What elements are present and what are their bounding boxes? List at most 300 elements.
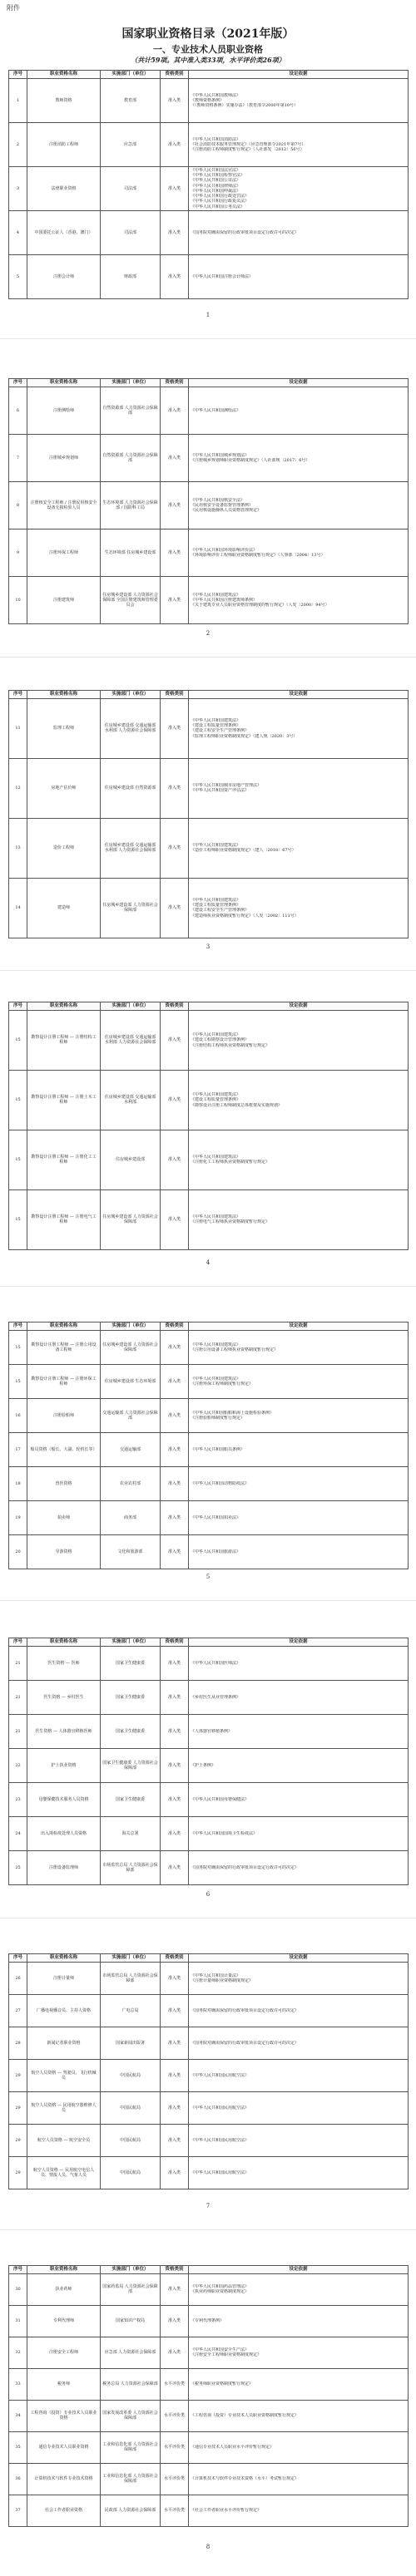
- header-basis: 设定依据: [189, 1322, 409, 1331]
- header-type: 资格类别: [161, 1638, 189, 1647]
- legal-basis: [189, 1398, 409, 1432]
- qualification-type: 准入类: [161, 78, 189, 122]
- legal-basis: [189, 1189, 409, 1249]
- legal-basis-line: 《建设工程质量管理条例》: [191, 903, 241, 909]
- row-number: 5: [9, 254, 27, 298]
- row-number: 10: [9, 576, 27, 623]
- row-number: 13: [9, 818, 27, 878]
- implementing-department: 住房城乡建设部 人力资源社会保障部: [101, 1189, 161, 1249]
- row-number: 21: [9, 1680, 27, 1714]
- qualification-type: 准入类: [161, 1432, 189, 1466]
- legal-basis: [189, 1850, 409, 1884]
- legal-basis-line: 《中华人民共和国建筑法》: [191, 1092, 241, 1097]
- legal-basis-line: 《国务院对确需保留的行政审批项目设定行政许可的决定》: [191, 2040, 300, 2046]
- table-row: [9, 1330, 409, 1364]
- qualification-name: 建造师: [27, 878, 101, 938]
- legal-basis-line: 《中华人民共和国民用航空法》: [191, 2170, 250, 2175]
- legal-basis-line: 《中华人民共和国建筑法》: [191, 1155, 241, 1160]
- row-number: 29: [9, 2156, 27, 2189]
- attachment-label: 附件: [7, 4, 20, 12]
- qualification-name: 医生资格 — 医师: [27, 1646, 101, 1680]
- implementing-department: 教育部: [101, 78, 161, 122]
- table-row: [9, 2059, 409, 2091]
- page-divider: [0, 338, 416, 339]
- table-row: [9, 2368, 409, 2400]
- legal-basis: [189, 254, 409, 298]
- row-number: 19: [9, 1500, 27, 1534]
- qualification-name: 广播电视播音员、主持人资格: [27, 1994, 101, 2027]
- legal-basis: [189, 1466, 409, 1500]
- legal-basis: [189, 1010, 409, 1070]
- header-type: 资格类别: [161, 379, 189, 387]
- legal-basis-line: 《中华人民共和国医师法》: [191, 1660, 241, 1666]
- qualification-name: 注册环保工程师: [27, 529, 101, 576]
- qualification-name: 注册安全工程师: [27, 2337, 101, 2368]
- legal-basis: [189, 122, 409, 166]
- qualification-type: 准入类: [161, 1714, 189, 1748]
- implementing-department: 住房城乡建设部 交通运输部 水利部 人力资源社会保障部: [101, 1010, 161, 1070]
- header-type: 资格类别: [161, 2266, 189, 2274]
- legal-basis: [189, 1432, 409, 1466]
- legal-basis: [189, 2495, 409, 2526]
- table-page: [8, 1638, 408, 1885]
- legal-basis: [189, 1748, 409, 1782]
- legal-basis: [189, 2124, 409, 2156]
- legal-basis: [189, 818, 409, 878]
- row-number: 6: [9, 387, 27, 434]
- legal-basis-line: 《中华人民共和国民用航空法》: [191, 2137, 250, 2143]
- qualification-name: 护士执业资格: [27, 1748, 101, 1782]
- implementing-department: 国家药监局 人力资源社会保障部: [101, 2273, 161, 2305]
- qualification-type: 准入类: [161, 434, 189, 481]
- legal-basis-line: 《建设工程勘察设计管理条例》: [191, 1037, 250, 1043]
- table-header-row: [9, 2266, 409, 2274]
- legal-basis-line: 《中华人民共和国建筑法》: [191, 717, 241, 723]
- legal-basis-line: 《中华人民共和国教师法》: [191, 92, 241, 98]
- header-basis: 设定依据: [189, 71, 409, 79]
- table-page: [8, 690, 408, 938]
- qualification-type: 水平评价类: [161, 2431, 189, 2463]
- qualification-name: 勘察设计注册工程师 — 注册环保工程师: [27, 1364, 101, 1398]
- qualification-type: 准入类: [161, 122, 189, 166]
- page-divider: [0, 970, 416, 971]
- table-row: [9, 2400, 409, 2431]
- legal-basis-line: 《中华人民共和国建筑法》: [191, 1214, 241, 1220]
- legal-basis-line: 《中华人民共和国检察官法》: [191, 173, 245, 179]
- table-page: [8, 1002, 408, 1250]
- table-row: [9, 78, 409, 122]
- legal-basis: [189, 1070, 409, 1130]
- table-row: [9, 2495, 409, 2526]
- legal-basis-line: 《中华人民共和国城乡规划法》: [191, 452, 250, 458]
- header-no: 序号: [9, 1002, 27, 1011]
- legal-basis-line: 《中华人民共和国仲裁法》: [191, 188, 241, 194]
- qualification-name: 监理工程师: [27, 698, 101, 758]
- row-number: 14: [9, 878, 27, 938]
- table-row: [9, 1714, 409, 1748]
- legal-basis-line: 《乡村医生从业管理条例》: [191, 1694, 241, 1700]
- legal-basis-line: 《中华人民共和国计量法》: [191, 1973, 241, 1978]
- row-number: 3: [9, 166, 27, 210]
- implementing-department: 住房城乡建设部 交通运输部 水利部 人力资源社会保障部: [101, 698, 161, 758]
- legal-basis-line: 《中华人民共和国建筑法》: [191, 592, 241, 598]
- implementing-department: 生态环境部 住房城乡建设部: [101, 529, 161, 576]
- legal-basis-line: 《注册公用设备工程师执业资格制度暂行规定》: [191, 1347, 279, 1352]
- implementing-department: 生态环境部 人力资源社会保障部 / 国防科工局: [101, 481, 161, 529]
- page-divider: [0, 2229, 416, 2230]
- qualification-name: 兽医资格: [27, 1466, 101, 1500]
- table-row: [9, 2091, 409, 2124]
- legal-basis: [189, 1782, 409, 1816]
- legal-basis-line: 《中华人民共和国环境影响评价法》: [191, 547, 258, 553]
- qualification-type: 准入类: [161, 1364, 189, 1398]
- row-number: 8: [9, 481, 27, 529]
- legal-basis: [189, 2273, 409, 2305]
- legal-basis-line: 《中华人民共和国公证法》: [191, 178, 241, 184]
- qualification-type: 准入类: [161, 1782, 189, 1816]
- row-number: 33: [9, 2368, 27, 2400]
- table-row: [9, 2337, 409, 2368]
- table-header-row: [9, 1638, 409, 1647]
- header-no: 序号: [9, 1954, 27, 1963]
- legal-basis-line: 《中华人民共和国行政复议法》: [191, 199, 250, 204]
- implementing-department: 司法部: [101, 166, 161, 210]
- table-row: [9, 1816, 409, 1850]
- row-number: 2: [9, 122, 27, 166]
- table-page: [8, 378, 408, 624]
- qualification-type: 准入类: [161, 1130, 189, 1189]
- row-number: 1: [9, 78, 27, 122]
- implementing-department: 商务部: [101, 1500, 161, 1534]
- implementing-department: 交通运输部 人力资源社会保障部: [101, 1398, 161, 1432]
- qualification-name: 计算机技术与软件专业技术资格: [27, 2463, 101, 2495]
- legal-basis: [189, 481, 409, 529]
- legal-basis: [189, 2368, 409, 2400]
- qualification-name: 医生资格 — 乡村医生: [27, 1680, 101, 1714]
- legal-basis-line: 《中华人民共和国公务员法》: [191, 204, 245, 209]
- row-number: 34: [9, 2400, 27, 2431]
- page-number: 1: [206, 312, 210, 318]
- table-row: [9, 818, 409, 878]
- qualification-type: 准入类: [161, 1189, 189, 1249]
- qualification-name: 注册会计师: [27, 254, 101, 298]
- table-row: [9, 1398, 409, 1432]
- legal-basis-line: 《社会工作者职业水平评价暂行规定》: [191, 2508, 262, 2514]
- table-header-row: [9, 71, 409, 79]
- qualification-name: 航空人员资格 — 航空安全员: [27, 2124, 101, 2156]
- legal-basis: [189, 1962, 409, 1994]
- qualification-name: 勘察设计注册工程师 — 注册电气工程师: [27, 1189, 101, 1249]
- header-type: 资格类别: [161, 1002, 189, 1011]
- row-number: 21: [9, 1646, 27, 1680]
- table-row: [9, 698, 409, 758]
- qualification-type: 准入类: [161, 2337, 189, 2368]
- legal-basis: [189, 1534, 409, 1569]
- implementing-department: 应急部 人力资源社会保障部: [101, 2337, 161, 2368]
- qualification-type: 水平评价类: [161, 2495, 189, 2526]
- header-name: 职业资格名称: [27, 1322, 101, 1331]
- table-page: [8, 2265, 408, 2527]
- header-type: 资格类别: [161, 1322, 189, 1331]
- qualification-name: 新闻记者职业资格: [27, 2027, 101, 2059]
- qualification-table: [8, 1953, 409, 2189]
- legal-basis-line: 《中华人民共和国安全生产法》: [191, 2347, 250, 2353]
- table-row: [9, 1130, 409, 1189]
- header-no: 序号: [9, 2266, 27, 2274]
- qualification-table: [8, 70, 409, 299]
- legal-basis-line: 《通信专业技术人员职业水平评价暂行规定》: [191, 2445, 275, 2450]
- table-row: [9, 387, 409, 434]
- table-header-row: [9, 1002, 409, 1011]
- implementing-department: 广电总局: [101, 1994, 161, 2027]
- legal-basis-line: 《注册化工工程师执业资格制度暂行规定》: [191, 1160, 270, 1165]
- legal-basis-line: 《中华人民共和国消防法》: [191, 136, 241, 142]
- table-page: [8, 70, 408, 299]
- implementing-department: 应急部: [101, 122, 161, 166]
- table-row: [9, 166, 409, 210]
- legal-basis-line: 《中华人民共和国建筑法》: [191, 843, 241, 849]
- header-name: 职业资格名称: [27, 2266, 101, 2274]
- legal-basis-line: 《中华人民共和国动物防疫法》: [191, 1480, 250, 1486]
- table-page: [8, 1322, 408, 1569]
- header-type: 资格类别: [161, 71, 189, 79]
- qualification-type: 水平评价类: [161, 2400, 189, 2431]
- legal-basis: [189, 2463, 409, 2495]
- table-row: [9, 2305, 409, 2337]
- row-number: 25: [9, 1850, 27, 1884]
- qualification-name: 注册测绘师: [27, 387, 101, 434]
- legal-basis-line: 《民用核安全设备监督管理条例》: [191, 502, 254, 508]
- table-page: [8, 1953, 408, 2189]
- header-type: 资格类别: [161, 691, 189, 699]
- implementing-department: 国家卫生健康委: [101, 1714, 161, 1748]
- table-row: [9, 1994, 409, 2027]
- qualification-type: 准入类: [161, 2124, 189, 2156]
- qualification-type: 准入类: [161, 1680, 189, 1714]
- legal-basis-line: 《中华人民共和国拍卖法》: [191, 1515, 241, 1520]
- table-row: [9, 758, 409, 818]
- implementing-department: 中国民航局: [101, 2124, 161, 2156]
- qualification-type: 准入类: [161, 1534, 189, 1569]
- qualification-name: 航空人员资格 — 民用航空电信人员、情报人员、气象人员: [27, 2156, 101, 2189]
- legal-basis-line: 《中华人民共和国民用航空法》: [191, 2072, 250, 2078]
- legal-basis-line: 《中华人民共和国法官法》: [191, 167, 241, 173]
- qualification-table: [8, 2265, 409, 2527]
- legal-basis-line: 《中华人民共和国民用航空法》: [191, 2105, 250, 2111]
- qualification-name: 出入境检疫处理人员资格: [27, 1816, 101, 1850]
- qualification-type: 准入类: [161, 1500, 189, 1534]
- header-no: 序号: [9, 71, 27, 79]
- page-number: 4: [206, 1259, 210, 1266]
- implementing-department: 财政部: [101, 254, 161, 298]
- legal-basis-line: 《造价工程师职业资格制度规定》（建人〔2018〕67号）: [191, 848, 296, 854]
- qualification-name: 执业药师: [27, 2273, 101, 2305]
- header-dept: 实施部门（单位）: [101, 1954, 161, 1963]
- page-number: 3: [206, 943, 210, 950]
- legal-basis-line: 《注册计量师职业资格制度规定》: [191, 1978, 254, 1983]
- qualification-name: 社会工作者职业资格: [27, 2495, 101, 2526]
- table-row: [9, 1962, 409, 1994]
- row-number: 29: [9, 2059, 27, 2091]
- header-type: 资格类别: [161, 1954, 189, 1963]
- page-number: 2: [206, 630, 210, 637]
- qualification-type: 准入类: [161, 2091, 189, 2124]
- implementing-department: 国家新闻出版署: [101, 2027, 161, 2059]
- table-row: [9, 434, 409, 481]
- qualification-name: 通信专业技术人员职业资格: [27, 2431, 101, 2463]
- legal-basis-line: 《注册安全工程师职业资格制度规定》: [191, 2352, 262, 2358]
- legal-basis-line: 《税务师职业资格制度暂行规定》: [191, 2381, 254, 2387]
- qualification-type: 准入类: [161, 166, 189, 210]
- implementing-department: 中国民航局: [101, 2059, 161, 2091]
- qualification-name: 工程咨询（投资）专业技术人员职业资格: [27, 2400, 101, 2431]
- table-row: [9, 1748, 409, 1782]
- qualification-name: 税务师: [27, 2368, 101, 2400]
- legal-basis-line: 《（教师资格条例）实施办法》（教育部令2000年第10号）: [191, 103, 299, 108]
- legal-basis-line: 《中华人民共和国注册建筑师条例》: [191, 597, 258, 603]
- page-number: 8: [206, 2544, 210, 2550]
- qualification-type: 准入类: [161, 878, 189, 938]
- row-number: 35: [9, 2431, 27, 2463]
- qualification-table: [8, 378, 409, 624]
- legal-basis: [189, 2027, 409, 2059]
- qualification-type: 准入类: [161, 576, 189, 623]
- legal-basis: [189, 1130, 409, 1189]
- legal-basis-line: 《中华人民共和国建筑法》: [191, 1342, 241, 1347]
- qualification-name: 法律职业资格: [27, 166, 101, 210]
- qualification-name: 注册建筑师: [27, 576, 101, 623]
- legal-basis-line: 《中华人民共和国船舶和海上设施检验条例》: [191, 1410, 275, 1416]
- qualification-type: 准入类: [161, 1466, 189, 1500]
- implementing-department: 住房城乡建设部 人力资源社会保障部 全国注册建筑师管理委员会: [101, 576, 161, 623]
- qualification-type: 准入类: [161, 1010, 189, 1070]
- qualification-table: [8, 690, 409, 938]
- legal-basis-line: 《民用核设施操纵人员资格管理规定》: [191, 508, 262, 513]
- implementing-department: 住房城乡建设部 自然资源部: [101, 758, 161, 818]
- row-number: 16: [9, 1398, 27, 1432]
- row-number: 15: [9, 1330, 27, 1364]
- row-number: 24: [9, 1816, 27, 1850]
- legal-basis-line: 《国务院对确需保留的行政审批项目设定行政许可的决定》: [191, 1864, 300, 1870]
- legal-basis: [189, 1330, 409, 1364]
- qualification-type: 准入类: [161, 387, 189, 434]
- implementing-department: 国家知识产权局: [101, 2305, 161, 2337]
- legal-basis-line: 《护士条例》: [191, 1762, 216, 1768]
- header-name: 职业资格名称: [27, 1002, 101, 1011]
- implementing-department: 农业农村部: [101, 1466, 161, 1500]
- table-row: [9, 1010, 409, 1070]
- legal-basis-line: 《专利代理条例》: [191, 2318, 225, 2324]
- table-row: [9, 1782, 409, 1816]
- header-basis: 设定依据: [189, 691, 409, 699]
- header-basis: 设定依据: [189, 1002, 409, 1011]
- legal-basis-line: 《国务院对确需保留的行政审批项目设定行政许可的决定》: [191, 229, 300, 235]
- header-no: 序号: [9, 1322, 27, 1331]
- legal-basis-line: 《中华人民共和国测绘法》: [191, 407, 241, 413]
- table-row: [9, 1850, 409, 1884]
- legal-basis-line: 《教师资格条例》: [191, 97, 225, 103]
- implementing-department: 国家卫生健康委: [101, 1646, 161, 1680]
- table-row: [9, 2027, 409, 2059]
- legal-basis-line: 《关于建筑专业人员职业资格管理制度的暂行规定》（人发〔2000〕94号）: [191, 603, 329, 608]
- qualification-type: 水平评价类: [161, 2463, 189, 2495]
- page-number: 5: [206, 1574, 210, 1580]
- qualification-name: 母婴保健技术服务人员资格: [27, 1782, 101, 1816]
- table-row: [9, 878, 409, 938]
- legal-basis: [189, 78, 409, 122]
- header-basis: 设定依据: [189, 379, 409, 387]
- implementing-department: 税务总局 人力资源社会保障部: [101, 2368, 161, 2400]
- implementing-department: 国家卫生健康委: [101, 1680, 161, 1714]
- legal-basis-line: 《建设工程质量管理条例》: [191, 1097, 241, 1103]
- row-number: 20: [9, 1534, 27, 1569]
- row-number: 22: [9, 1748, 27, 1782]
- header-name: 职业资格名称: [27, 379, 101, 387]
- row-number: 11: [9, 698, 27, 758]
- table-row: [9, 2431, 409, 2463]
- table-row: [9, 1646, 409, 1680]
- legal-basis-line: 《建设工程安全生产管理条例》: [191, 908, 250, 914]
- legal-basis: [189, 529, 409, 576]
- header-no: 序号: [9, 1638, 27, 1647]
- header-dept: 实施部门（单位）: [101, 1322, 161, 1331]
- legal-basis: [189, 1994, 409, 2027]
- table-row: [9, 1070, 409, 1130]
- row-number: 17: [9, 1432, 27, 1466]
- qualification-name: 专利代理师: [27, 2305, 101, 2337]
- legal-basis: [189, 2431, 409, 2463]
- legal-basis-line: 《工程咨询（投资）专业技术人员职业资格制度暂行规定》: [191, 2413, 300, 2419]
- qualification-type: 准入类: [161, 481, 189, 529]
- row-number: 15: [9, 1070, 27, 1130]
- qualification-type: 准入类: [161, 529, 189, 576]
- legal-basis: [189, 210, 409, 254]
- qualification-type: 准入类: [161, 254, 189, 298]
- qualification-type: 准入类: [161, 698, 189, 758]
- qualification-type: 准入类: [161, 1748, 189, 1782]
- qualification-name: 注册核安全工程师 / 注册民用核安全设备无损检验人员: [27, 481, 101, 529]
- implementing-department: 文化和旅游部: [101, 1534, 161, 1569]
- row-number: 36: [9, 2463, 27, 2495]
- qualification-table: [8, 1638, 409, 1885]
- implementing-department: 国家发展改革委 人力资源社会保障部: [101, 2400, 161, 2431]
- legal-basis: [189, 758, 409, 818]
- header-name: 职业资格名称: [27, 1638, 101, 1647]
- legal-basis-line: 《勘察设计注册工程师制度总体框架及实施规划》: [191, 1102, 283, 1108]
- header-name: 职业资格名称: [27, 1954, 101, 1963]
- legal-basis-line: 《社会消防技术服务管理规定》（应急管理部令2021年第7号）: [191, 141, 306, 147]
- qualification-name: 航空人员资格 — 民用航空器维修人员: [27, 2091, 101, 2124]
- row-number: 29: [9, 2091, 27, 2124]
- header-dept: 实施部门（单位）: [101, 379, 161, 387]
- qualification-type: 准入类: [161, 210, 189, 254]
- legal-basis: [189, 2091, 409, 2124]
- row-number: 9: [9, 529, 27, 576]
- qualification-type: 准入类: [161, 2305, 189, 2337]
- legal-basis-line: 《计算机技术与软件专业技术资格（水平）考试暂行规定》: [191, 2476, 300, 2482]
- qualification-name: 注册计量师: [27, 1962, 101, 1994]
- table-row: [9, 2273, 409, 2305]
- qualification-name: 房地产估价师: [27, 758, 101, 818]
- qualification-name: 教师资格: [27, 78, 101, 122]
- qualification-type: 准入类: [161, 818, 189, 878]
- qualification-name: 导游资格: [27, 1534, 101, 1569]
- qualification-type: 准入类: [161, 1994, 189, 2027]
- table-row: [9, 576, 409, 623]
- implementing-department: 住房城乡建设部: [101, 1130, 161, 1189]
- implementing-department: 海关总署: [101, 1816, 161, 1850]
- legal-basis-line: 《中华人民共和国资产评估法》: [191, 788, 250, 794]
